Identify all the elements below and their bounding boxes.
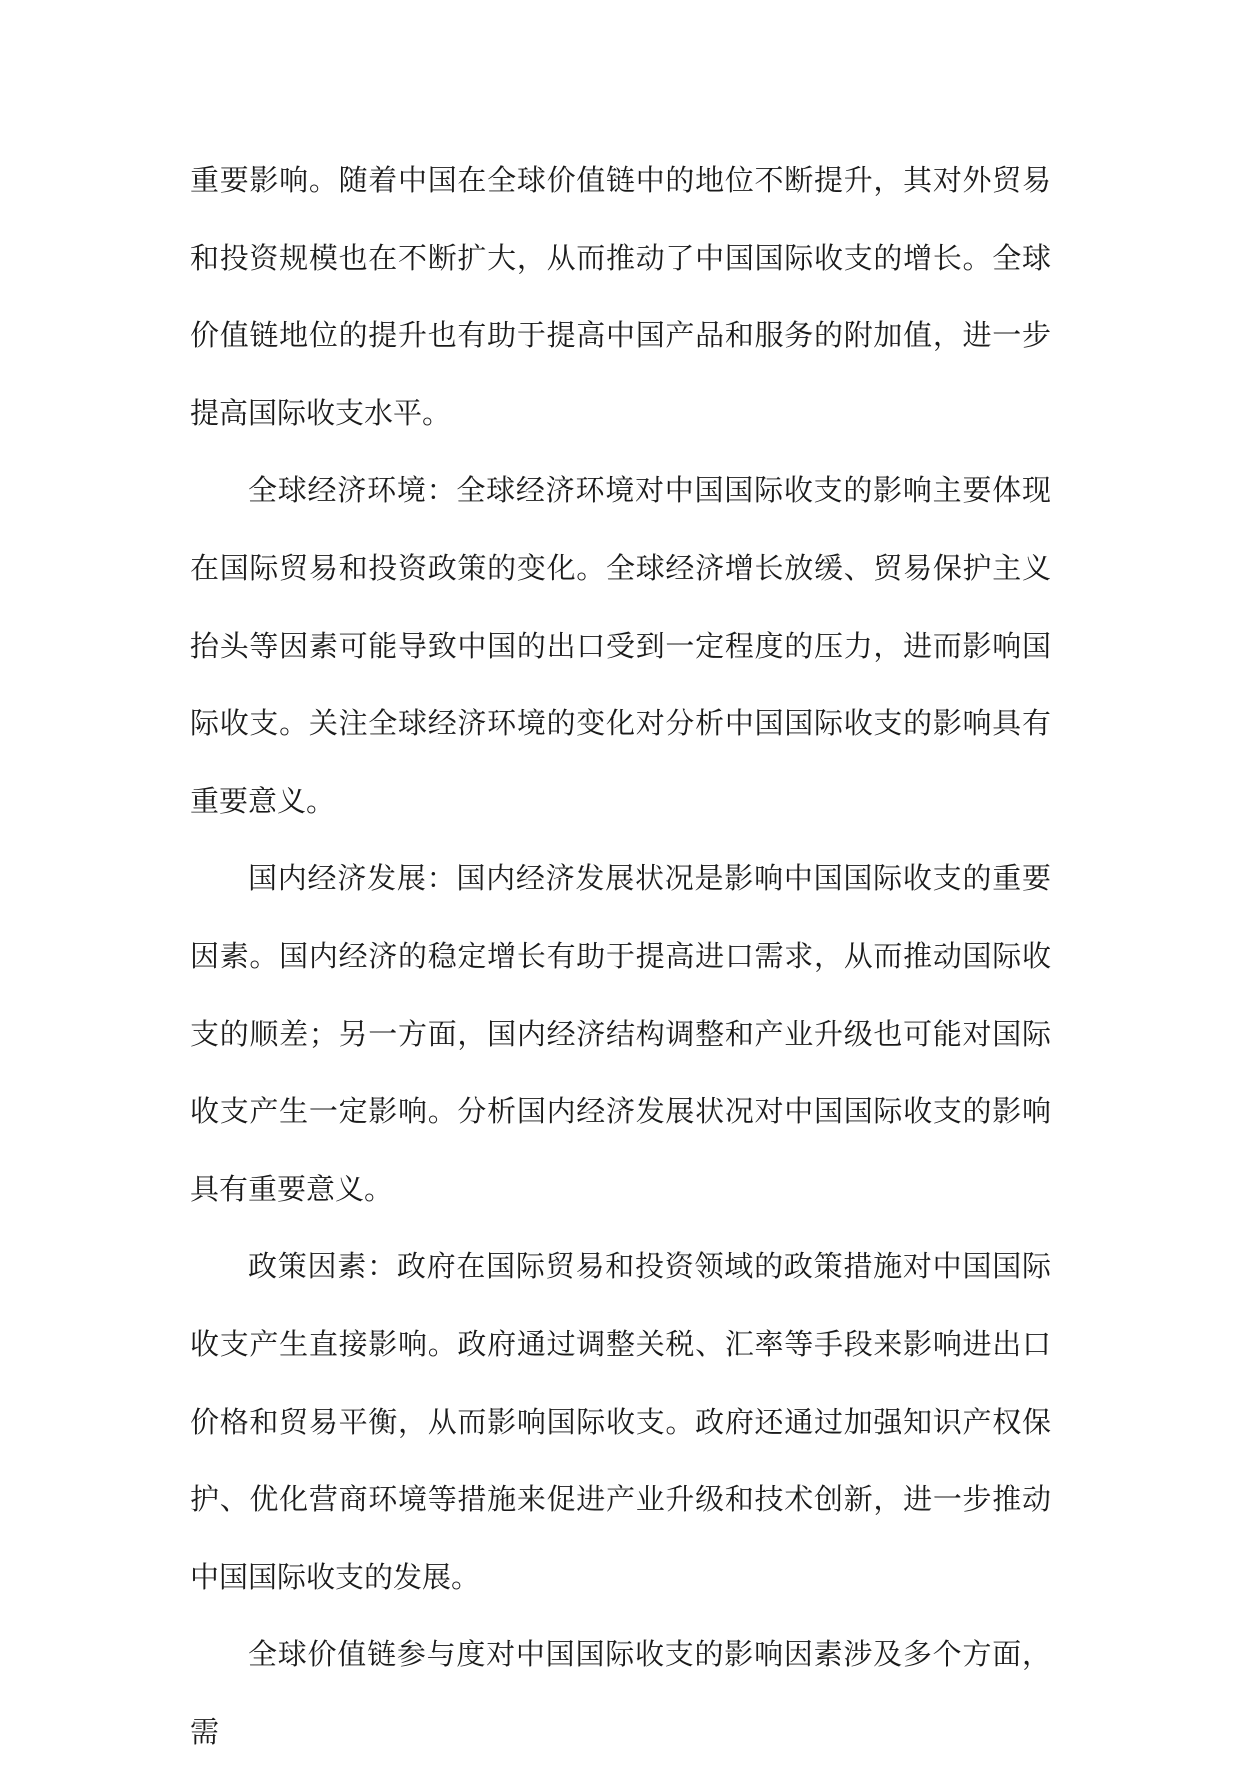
paragraph-global-economic-environment: 全球经济环境：全球经济环境对中国国际收支的影响主要体现在国际贸易和投资政策的变化。全球经济增长放缓、贸易保护主义抬头等因素可能导致中国的出口受到一定程度的压力，进而影响国际收支。关注全球经济环境的变化对分析中国国际收支的影响具有重要意义。 [190,473,1051,818]
paragraph-policy-factors: 政策因素：政府在国际贸易和投资领域的政策措施对中国国际收支产生直接影响。政府通过调整关税、汇率等手段来影响进出口价格和贸易平衡，从而影响国际收支。政府还通过加强知识产权保护、优化营商环境等措施来促进产业升级和技术创新，进一步推动中国国际收支的发展。 [190,1249,1051,1594]
paragraph-summary-start: 全球价值链参与度对中国国际收支的影响因素涉及多个方面，需 [190,1637,1051,1749]
paragraph-continuation: 重要影响。随着中国在全球价值链中的地位不断提升，其对外贸易和投资规模也在不断扩大，从而推动了中国国际收支的增长。全球价值链地位的提升也有助于提高中国产品和服务的附加值，进一步提高国际收支水平。 [190,163,1051,430]
paragraph-domestic-economic-development: 国内经济发展：国内经济发展状况是影响中国国际收支的重要因素。国内经济的稳定增长有助于提高进口需求，从而推动国际收支的顺差；另一方面，国内经济结构调整和产业升级也可能对国际收支产生一定影响。分析国内经济发展状况对中国国际收支的影响具有重要意义。 [190,861,1051,1206]
document-body [190,142,1051,1771]
